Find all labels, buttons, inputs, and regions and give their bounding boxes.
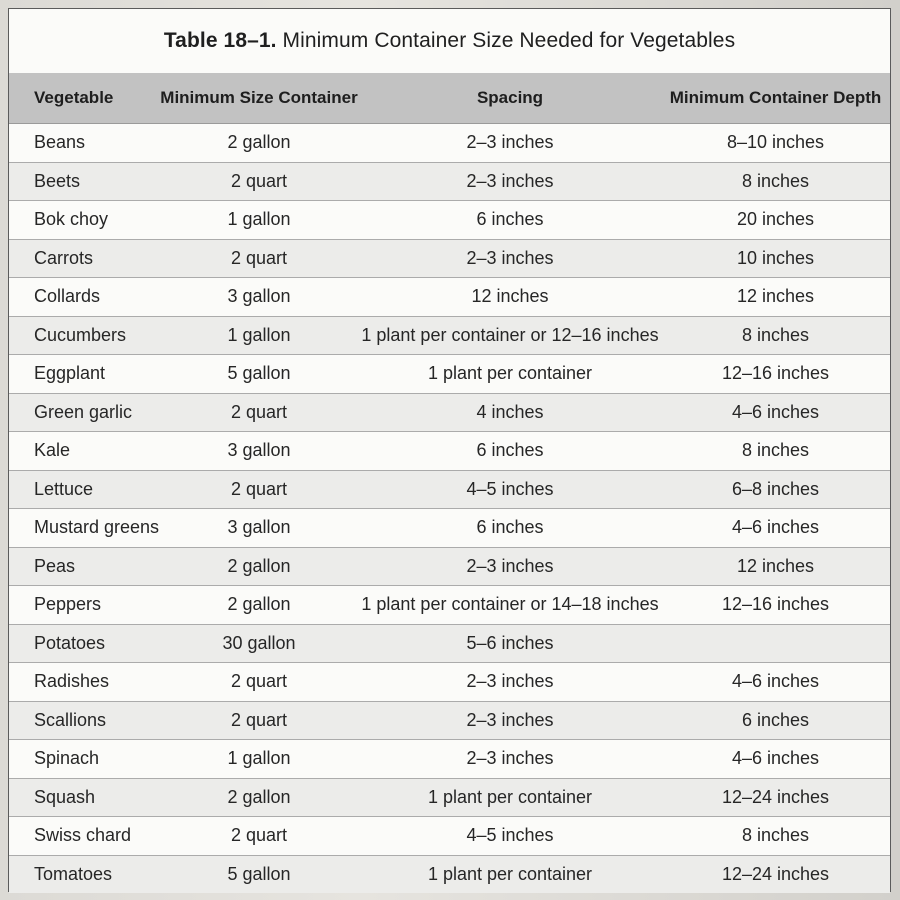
- table-row: [9, 855, 890, 893]
- table-row: [9, 586, 890, 625]
- cell-min-size-container: 5 gallon: [159, 855, 359, 893]
- table-header: [9, 73, 890, 124]
- cell-min-container-depth: 12–24 inches: [661, 778, 890, 817]
- cell-spacing: 2–3 inches: [359, 663, 661, 702]
- cell-min-size-container: 30 gallon: [159, 624, 359, 663]
- table-row: [9, 817, 890, 856]
- cell-min-container-depth: 6–8 inches: [661, 470, 890, 509]
- table-title: [9, 29, 890, 53]
- cell-min-container-depth: 12–16 inches: [661, 355, 890, 394]
- cell-min-container-depth: 12 inches: [661, 547, 890, 586]
- cell-min-container-depth: 4–6 inches: [661, 663, 890, 702]
- cell-spacing: 2–3 inches: [359, 547, 661, 586]
- cell-min-container-depth: 10 inches: [661, 239, 890, 278]
- cell-spacing: 6 inches: [359, 201, 661, 240]
- cell-min-size-container: 3 gallon: [159, 278, 359, 317]
- cell-vegetable: Cucumbers: [9, 316, 159, 355]
- cell-min-container-depth: 20 inches: [661, 201, 890, 240]
- cell-min-container-depth: 8 inches: [661, 162, 890, 201]
- header-row: [9, 73, 890, 124]
- cell-spacing: 12 inches: [359, 278, 661, 317]
- cell-min-size-container: 2 quart: [159, 817, 359, 856]
- cell-vegetable: Eggplant: [9, 355, 159, 394]
- cell-vegetable: Radishes: [9, 663, 159, 702]
- cell-min-container-depth: 12–16 inches: [661, 586, 890, 625]
- cell-min-size-container: 2 gallon: [159, 778, 359, 817]
- cell-vegetable: Bok choy: [9, 201, 159, 240]
- cell-min-size-container: 1 gallon: [159, 201, 359, 240]
- table-row: [9, 778, 890, 817]
- cell-vegetable: Spinach: [9, 740, 159, 779]
- cell-min-container-depth: [661, 624, 890, 663]
- cell-spacing: 2–3 inches: [359, 740, 661, 779]
- table-row: [9, 663, 890, 702]
- cell-min-size-container: 2 quart: [159, 162, 359, 201]
- cell-spacing: 1 plant per container: [359, 855, 661, 893]
- table-row: [9, 547, 890, 586]
- cell-vegetable: Peppers: [9, 586, 159, 625]
- cell-spacing: 4–5 inches: [359, 817, 661, 856]
- cell-min-size-container: 2 quart: [159, 239, 359, 278]
- table-figure: [8, 8, 891, 892]
- table-row: [9, 701, 890, 740]
- cell-vegetable: Squash: [9, 778, 159, 817]
- table-row: [9, 432, 890, 471]
- cell-spacing: 1 plant per container or 12–16 inches: [359, 316, 661, 355]
- cell-min-container-depth: 8 inches: [661, 432, 890, 471]
- header-min-container-depth: Minimum Container Depth: [661, 73, 890, 124]
- table-row: [9, 509, 890, 548]
- cell-min-size-container: 1 gallon: [159, 740, 359, 779]
- table-row: [9, 355, 890, 394]
- cell-min-size-container: 3 gallon: [159, 432, 359, 471]
- cell-min-size-container: 2 quart: [159, 393, 359, 432]
- cell-min-size-container: 1 gallon: [159, 316, 359, 355]
- cell-spacing: 6 inches: [359, 509, 661, 548]
- cell-min-container-depth: 4–6 inches: [661, 393, 890, 432]
- cell-vegetable: Kale: [9, 432, 159, 471]
- cell-spacing: 2–3 inches: [359, 701, 661, 740]
- cell-min-size-container: 2 gallon: [159, 124, 359, 163]
- table-row: [9, 470, 890, 509]
- cell-min-size-container: 2 gallon: [159, 547, 359, 586]
- header-vegetable: Vegetable: [9, 73, 159, 124]
- cell-spacing: 1 plant per container: [359, 355, 661, 394]
- cell-spacing: 2–3 inches: [359, 239, 661, 278]
- table-row: [9, 162, 890, 201]
- cell-spacing: 6 inches: [359, 432, 661, 471]
- cell-min-container-depth: 4–6 inches: [661, 740, 890, 779]
- cell-min-container-depth: 4–6 inches: [661, 509, 890, 548]
- cell-spacing: 1 plant per container or 14–18 inches: [359, 586, 661, 625]
- cell-min-container-depth: 12–24 inches: [661, 855, 890, 893]
- cell-min-container-depth: 8 inches: [661, 316, 890, 355]
- cell-vegetable: Beans: [9, 124, 159, 163]
- cell-vegetable: Tomatoes: [9, 855, 159, 893]
- cell-min-size-container: 5 gallon: [159, 355, 359, 394]
- cell-spacing: 1 plant per container: [359, 778, 661, 817]
- cell-spacing: 5–6 inches: [359, 624, 661, 663]
- cell-vegetable: Potatoes: [9, 624, 159, 663]
- cell-min-container-depth: 6 inches: [661, 701, 890, 740]
- cell-vegetable: Collards: [9, 278, 159, 317]
- cell-vegetable: Lettuce: [9, 470, 159, 509]
- table-row: [9, 124, 890, 163]
- cell-vegetable: Green garlic: [9, 393, 159, 432]
- table-row: [9, 316, 890, 355]
- cell-spacing: 4 inches: [359, 393, 661, 432]
- header-spacing: Spacing: [359, 73, 661, 124]
- table-row: [9, 624, 890, 663]
- table-row: [9, 393, 890, 432]
- cell-min-container-depth: 8–10 inches: [661, 124, 890, 163]
- cell-spacing: 4–5 inches: [359, 470, 661, 509]
- table-title-text: Minimum Container Size Needed for Vegetables: [282, 29, 736, 52]
- cell-spacing: 2–3 inches: [359, 162, 661, 201]
- cell-vegetable: Peas: [9, 547, 159, 586]
- vegetable-container-table: [9, 73, 890, 893]
- table-body: [9, 124, 890, 894]
- table-row: [9, 201, 890, 240]
- cell-vegetable: Swiss chard: [9, 817, 159, 856]
- table-row: [9, 278, 890, 317]
- table-title-label: Table 18–1.: [163, 29, 277, 52]
- header-min-size-container: Minimum Size Container: [159, 73, 359, 124]
- cell-min-size-container: 3 gallon: [159, 509, 359, 548]
- cell-min-size-container: 2 gallon: [159, 586, 359, 625]
- cell-min-container-depth: 8 inches: [661, 817, 890, 856]
- cell-vegetable: Mustard greens: [9, 509, 159, 548]
- table-row: [9, 740, 890, 779]
- cell-spacing: 2–3 inches: [359, 124, 661, 163]
- table-row: [9, 239, 890, 278]
- cell-min-size-container: 2 quart: [159, 470, 359, 509]
- cell-min-container-depth: 12 inches: [661, 278, 890, 317]
- cell-vegetable: Scallions: [9, 701, 159, 740]
- cell-min-size-container: 2 quart: [159, 663, 359, 702]
- cell-vegetable: Beets: [9, 162, 159, 201]
- cell-vegetable: Carrots: [9, 239, 159, 278]
- cell-min-size-container: 2 quart: [159, 701, 359, 740]
